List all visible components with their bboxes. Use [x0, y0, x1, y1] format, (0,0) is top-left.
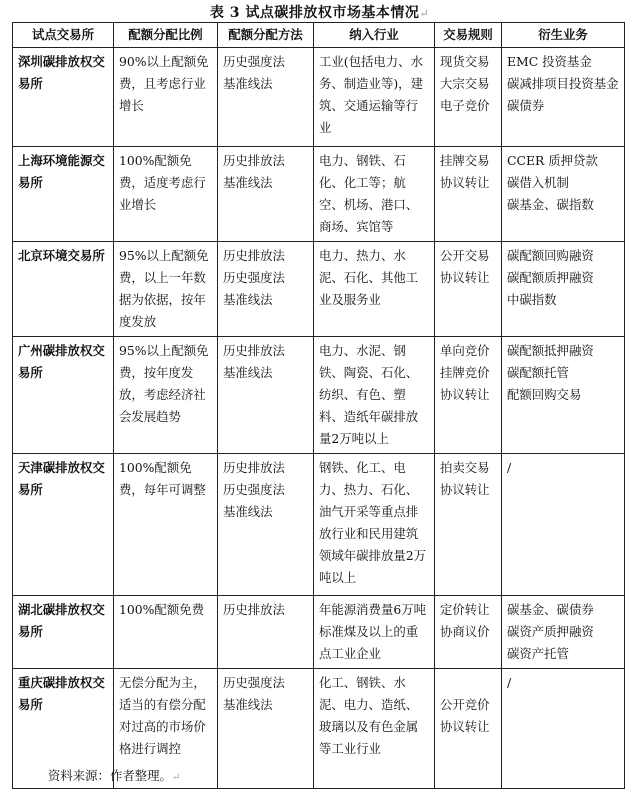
cell-text: 湖北碳排放权交易所	[18, 602, 105, 639]
cell-line: 基准线法	[223, 76, 273, 91]
rules-cell	[435, 337, 502, 454]
cell-text: 重庆碳排放权交易所	[18, 675, 105, 712]
exchange-cell	[13, 596, 114, 669]
header-row	[13, 23, 625, 48]
ratio-cell	[114, 596, 218, 669]
cell-line: 协议转让	[440, 270, 490, 285]
cell-line: 协议转让	[440, 387, 490, 402]
table-row	[13, 48, 625, 147]
header-cell: 交易规则	[435, 23, 502, 48]
cell-text: 95%以上配额免费，按年度发放，考虑经济社会发展趋势	[119, 343, 209, 424]
derivatives-cell	[502, 596, 625, 669]
cell-line: 协议转让	[440, 482, 490, 497]
cell-line: 中碳指数	[507, 292, 557, 307]
cell-line: 碳基金、碳指数	[507, 197, 594, 212]
cell-line: 基准线法	[223, 175, 273, 190]
cell-line: 基准线法	[223, 365, 273, 380]
paragraph-mark-icon: ↵	[171, 772, 181, 783]
ratio-cell	[114, 242, 218, 337]
exchange-cell	[13, 48, 114, 147]
cell-line: EMC 投资基金	[507, 54, 592, 69]
table-row	[13, 337, 625, 454]
method-cell	[218, 242, 314, 337]
cell-line: 碳资产质押融资	[507, 624, 594, 639]
method-cell	[218, 337, 314, 454]
cell-line: 碳配额托管	[507, 365, 569, 380]
derivatives-cell	[502, 242, 625, 337]
cell-line: 碳配额抵押融资	[507, 343, 594, 358]
method-cell	[218, 48, 314, 147]
cell-text: 上海环境能源交易所	[18, 153, 105, 190]
cell-line: 单向竞价	[440, 343, 490, 358]
cell-text: 工业(包括电力、水务、制造业等)，建筑、交通运输等行业	[319, 54, 423, 135]
cell-line: 历史排放法	[223, 602, 285, 617]
rules-cell	[435, 669, 502, 789]
industries-cell	[314, 596, 435, 669]
cell-line: 历史排放法	[223, 460, 285, 475]
industries-cell	[314, 147, 435, 242]
cell-line: 协商议价	[440, 624, 490, 639]
derivatives-cell	[502, 454, 625, 596]
cell-line: 定价转让	[440, 602, 490, 617]
ratio-cell	[114, 454, 218, 596]
cell-line: 大宗交易	[440, 76, 490, 91]
paragraph-mark-icon: ↵	[419, 7, 430, 20]
cell-line: 基准线法	[223, 504, 273, 519]
cell-line: 协议转让	[440, 719, 490, 734]
cell-text: 90%以上配额免费，且考虑行业增长	[119, 54, 209, 113]
cell-line: 碳基金、碳债券	[507, 602, 594, 617]
source-text: 资料来源：作者整理。	[48, 768, 172, 783]
header-cell: 配额分配方法	[218, 23, 314, 48]
cell-line: /	[507, 460, 512, 475]
cell-line: 历史强度法	[223, 675, 285, 690]
method-cell	[218, 669, 314, 789]
cell-text: 100%配额免费，每年可调整	[119, 460, 206, 497]
cell-line: 基准线法	[223, 697, 273, 712]
rules-cell	[435, 147, 502, 242]
industries-cell	[314, 669, 435, 789]
cell-text: 电力、钢铁、石化、化工等；航空、机场、港口、商场、宾馆等	[319, 153, 419, 234]
cell-line	[440, 672, 496, 694]
carbon-market-table	[12, 22, 625, 789]
industries-cell	[314, 48, 435, 147]
cell-line: CCER 质押贷款	[507, 153, 598, 168]
cell-text: 天津碳排放权交易所	[18, 460, 105, 497]
cell-line: 挂牌交易	[440, 153, 490, 168]
ratio-cell	[114, 337, 218, 454]
exchange-cell	[13, 147, 114, 242]
table-body	[13, 48, 625, 789]
cell-line: 历史强度法	[223, 482, 285, 497]
rules-cell	[435, 596, 502, 669]
derivatives-cell	[502, 48, 625, 147]
method-cell	[218, 147, 314, 242]
cell-text: 北京环境交易所	[18, 248, 105, 263]
rules-cell	[435, 48, 502, 147]
industries-cell	[314, 454, 435, 596]
derivatives-cell	[502, 669, 625, 789]
cell-text: 95%以上配额免费，以上一年数据为依据，按年度发放	[119, 248, 209, 329]
exchange-cell	[13, 454, 114, 596]
cell-line: /	[507, 675, 512, 690]
cell-text: 广州碳排放权交易所	[18, 343, 105, 380]
ratio-cell	[114, 48, 218, 147]
cell-line: 电子竞价	[440, 98, 490, 113]
industries-cell	[314, 337, 435, 454]
cell-text: 化工、钢铁、水泥、电力、造纸、玻璃以及有色金属等工业行业	[319, 675, 419, 756]
cell-line: 碳借入机制	[507, 175, 569, 190]
derivatives-cell	[502, 337, 625, 454]
header-cell: 纳入行业	[314, 23, 435, 48]
ratio-cell	[114, 147, 218, 242]
cell-line: 碳资产托管	[507, 646, 569, 661]
cell-line: 历史排放法	[223, 343, 285, 358]
cell-line: 历史排放法	[223, 153, 285, 168]
rules-cell	[435, 454, 502, 596]
cell-line: 协议转让	[440, 175, 490, 190]
exchange-cell	[13, 242, 114, 337]
cell-line: 碳减排项目投资基金	[507, 76, 619, 91]
source-note	[48, 766, 180, 784]
cell-text: 深圳碳排放权交易所	[18, 54, 105, 91]
table-row	[13, 147, 625, 242]
table-title-text: 表 3 试点碳排放权市场基本情况	[209, 5, 420, 21]
cell-line: 公开竞价	[440, 697, 490, 712]
cell-text: 100%配额免费	[119, 602, 204, 617]
header-cell: 配额分配比例	[114, 23, 218, 48]
cell-text: 年能源消费量6万吨标准煤及以上的重点工业企业	[319, 602, 427, 661]
cell-line: 配额回购交易	[507, 387, 582, 402]
cell-line: 碳配额质押融资	[507, 270, 594, 285]
cell-line: 挂牌竞价	[440, 365, 490, 380]
cell-line: 历史强度法	[223, 54, 285, 69]
table-title	[0, 2, 639, 22]
method-cell	[218, 596, 314, 669]
cell-line: 拍卖交易	[440, 460, 490, 475]
cell-line: 公开交易	[440, 248, 490, 263]
cell-line: 现货交易	[440, 54, 490, 69]
cell-line: 碳配额回购融资	[507, 248, 594, 263]
cell-text: 电力、水泥、钢铁、陶瓷、石化、纺织、有色、塑料、造纸年碳排放量2万吨以上	[319, 343, 419, 446]
exchange-cell	[13, 337, 114, 454]
industries-cell	[314, 242, 435, 337]
cell-text: 钢铁、化工、电力、热力、石化、油气开采等重点排放行业和民用建筑领域年碳排放量2万吨以上	[319, 460, 427, 585]
cell-line: 碳债券	[507, 98, 545, 113]
table-row	[13, 242, 625, 337]
header-cell: 试点交易所	[13, 23, 114, 48]
cell-text: 电力、热力、水泥、石化、其他工业及服务业	[319, 248, 419, 307]
cell-text: 无偿分配为主，适当的有偿分配对过高的市场价格进行调控	[119, 675, 206, 756]
header-cell: 衍生业务	[502, 23, 625, 48]
cell-line: 历史排放法	[223, 248, 285, 263]
cell-line: 基准线法	[223, 292, 273, 307]
derivatives-cell	[502, 147, 625, 242]
table-row	[13, 454, 625, 596]
table-row	[13, 596, 625, 669]
cell-text: 100%配额免费，适度考虑行业增长	[119, 153, 206, 212]
cell-line: 历史强度法	[223, 270, 285, 285]
rules-cell	[435, 242, 502, 337]
method-cell	[218, 454, 314, 596]
